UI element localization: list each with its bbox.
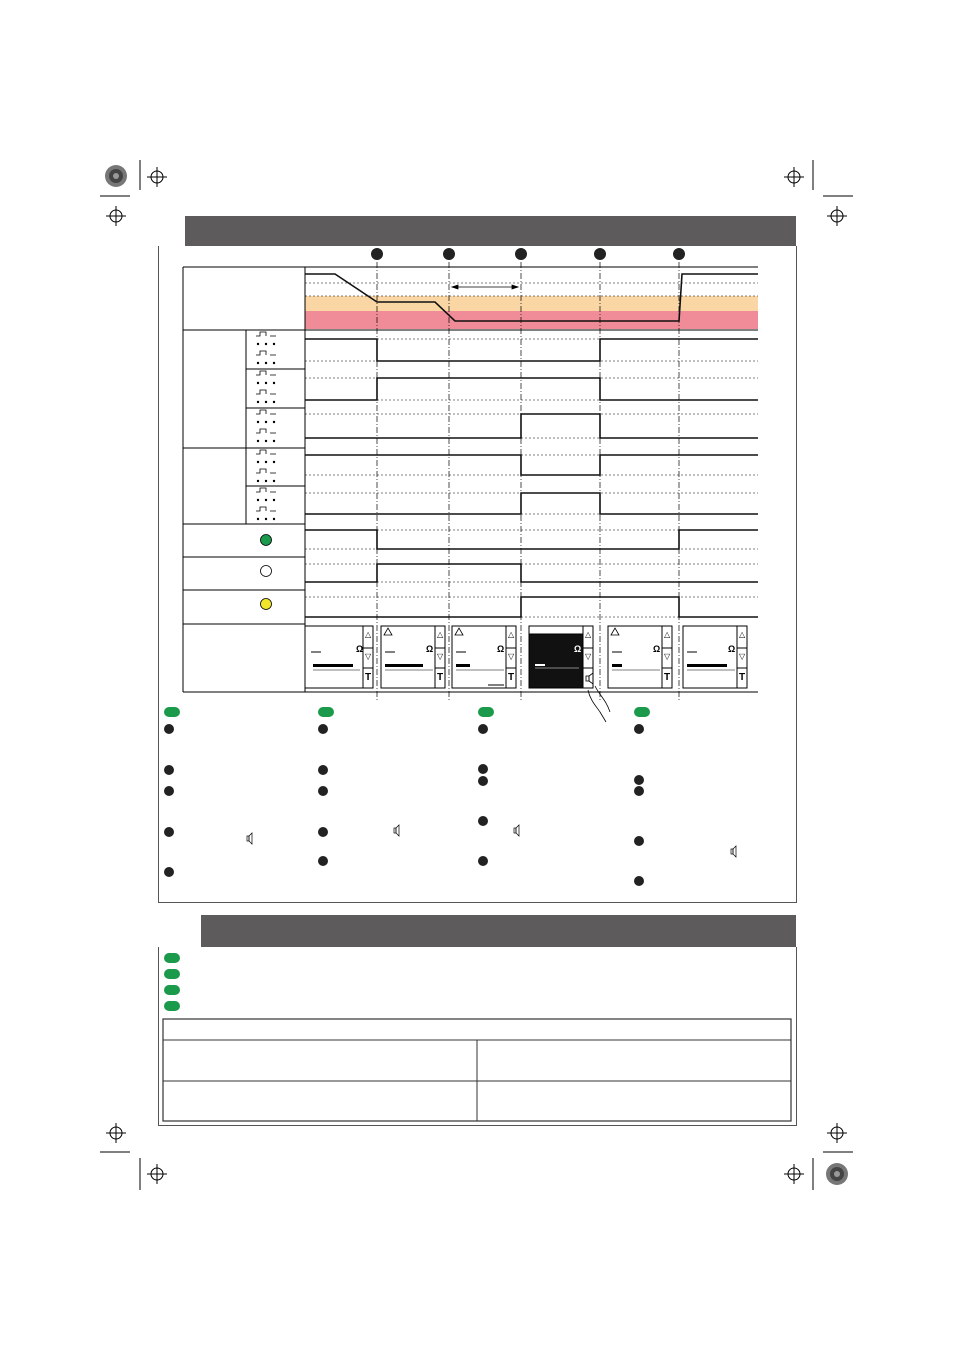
display-test-6: T [739,672,746,683]
display-ohm-3: Ω [497,644,505,654]
display-down-5: ▽ [664,652,671,661]
display-down-2: ▽ [437,652,444,661]
display-test-1: T [365,672,372,683]
display-down-4: ▽ [585,652,592,661]
display-up-2: △ [437,630,444,639]
display-up-6: △ [739,630,746,639]
display-ohm-6: Ω [728,644,736,654]
display-ohm-2: Ω [426,644,434,654]
display-ohm-5: Ω [653,644,661,654]
display-up-4: △ [585,630,592,639]
display-up-1: △ [365,630,372,639]
display-test-5: T [664,672,671,683]
display-up-3: △ [508,630,515,639]
display-test-2: T [437,672,444,683]
display-ohm-1: Ω [356,644,364,654]
display-up-5: △ [664,630,671,639]
display-down-1: ▽ [365,652,372,661]
display-ohm-4: Ω [574,644,582,654]
display-test-3: T [508,672,515,683]
display-down-6: ▽ [739,652,746,661]
display-down-3: ▽ [508,652,515,661]
